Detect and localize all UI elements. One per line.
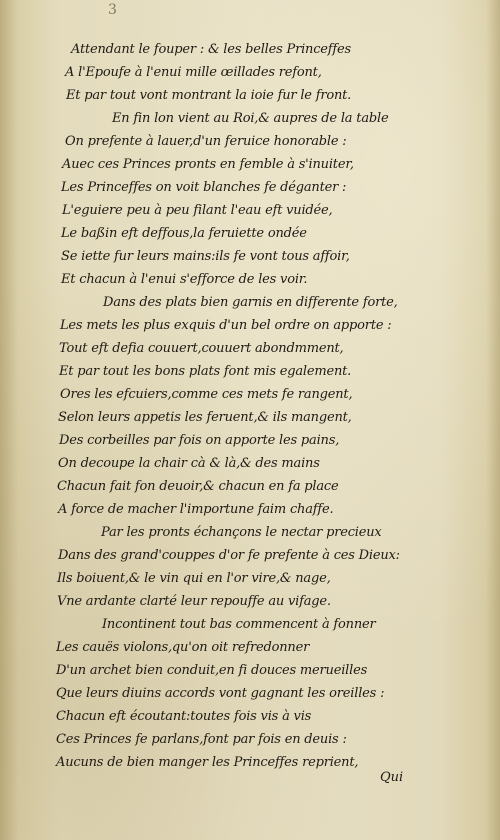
verse-line-text: Que leurs diuins accords vont gagnant les oreilles :	[56, 686, 385, 701]
verse-line-text: Ces Princes fe parlans,font par fois en deuis :	[56, 732, 347, 747]
verse-line-text: A force de macher l'importune faim chaffe.	[58, 502, 334, 517]
verse-line-text: Chacun fait fon deuoir,& chacun en fa place	[57, 479, 339, 494]
verse-line	[0, 498, 500, 521]
verse-line-text: D'un archet bien conduit,en fi douces merueilles	[56, 663, 368, 678]
verse-line	[0, 406, 500, 429]
verse-line	[0, 268, 500, 291]
verse-line-text: Chacun eft écoutant:toutes fois vis à vis	[56, 709, 312, 724]
verse-line-text: Les mets les plus exquis d'un bel ordre on apporte :	[60, 318, 392, 333]
verse-line-text: Et par tout les bons plats font mis egalement.	[59, 364, 352, 379]
verse-line	[0, 613, 500, 636]
verse-line	[0, 383, 500, 406]
verse-line	[0, 199, 500, 222]
corner-mark: 3	[108, 2, 117, 18]
verse-line-text: Aucuns de bien manger les Princeffes reprient,	[56, 755, 359, 770]
verse-line-text: En fin lon vient au Roi,& aupres de la table	[112, 111, 389, 126]
verse-line-text: Ils boiuent,& le vin qui en l'or vire,& nage,	[57, 571, 331, 586]
verse-line-text: Les Princeffes on voit blanches fe déganter :	[61, 180, 347, 195]
verse-line-text: A l'Epoufe à l'enui mille œillades refont,	[65, 65, 322, 80]
verse-line-text: Vne ardante clarté leur repouffe au vifage.	[57, 594, 331, 609]
verse-line	[0, 61, 500, 84]
verse-line	[0, 130, 500, 153]
verse-line-text: On decoupe la chair cà & là,& des mains	[58, 456, 320, 471]
verse-line-text: Le baßin eft deffous,la feruiette ondée	[61, 226, 307, 241]
verse-line	[0, 337, 500, 360]
verse-line-text: L'eguiere peu à peu filant l'eau eft vuidée,	[62, 203, 333, 218]
verse-line	[0, 659, 500, 682]
verse-line-text: On prefente à lauer,d'un feruice honorable :	[65, 134, 347, 149]
verse-line	[0, 222, 500, 245]
verse-line-text: Dans des grand'couppes d'or fe prefente à ces Dieux:	[58, 548, 400, 563]
verse-line	[0, 429, 500, 452]
catchword: Qui	[380, 770, 404, 785]
verse-line-text: Les cauës violons,qu'on oit refredonner	[56, 640, 310, 655]
verse-line	[0, 245, 500, 268]
verse-line	[0, 475, 500, 498]
verse-line-text: Attendant le fouper : & les belles Princeffes	[71, 42, 351, 57]
verse-line	[0, 705, 500, 728]
verse-line	[0, 291, 500, 314]
verse-line	[0, 751, 500, 774]
verse-line-text: Dans des plats bien garnis en differente forte,	[103, 295, 398, 310]
verse-line-text: Auec ces Princes pronts en femble à s'inuiter,	[62, 157, 354, 172]
verse-line-text: Se iette fur leurs mains:ils fe vont tous affoir,	[61, 249, 350, 264]
verse-line	[0, 682, 500, 705]
verse-line	[0, 176, 500, 199]
verse-line-text: Par les pronts échançons le nectar precieux	[101, 525, 382, 540]
verse-line-text: Incontinent tout bas commencent à fonner	[102, 617, 376, 632]
verse-line-text: Selon leurs appetis les feruent,& ils mangent,	[58, 410, 352, 425]
verse-line	[0, 636, 500, 659]
verse-line	[0, 728, 500, 751]
verse-line	[0, 153, 500, 176]
verse-line-text: Tout eft defia couuert,couuert abondmment,	[59, 341, 344, 356]
verse-line-text: Des corbeilles par fois on apporte les pains,	[59, 433, 340, 448]
verse-line	[0, 452, 500, 475]
verse-line	[0, 360, 500, 383]
verse-line	[0, 84, 500, 107]
verse-line	[0, 38, 500, 61]
verse-line	[0, 567, 500, 590]
verse-line	[0, 521, 500, 544]
verse-line	[0, 590, 500, 613]
verse-line-text: Ores les efcuiers,comme ces mets fe rangent,	[60, 387, 353, 402]
poem-text	[0, 38, 500, 774]
verse-line	[0, 314, 500, 337]
verse-line	[0, 107, 500, 130]
verse-line	[0, 544, 500, 567]
verse-line-text: Et par tout vont montrant la ioie fur le front.	[66, 88, 352, 103]
verse-line-text: Et chacun à l'enui s'efforce de les voir.	[61, 272, 308, 287]
